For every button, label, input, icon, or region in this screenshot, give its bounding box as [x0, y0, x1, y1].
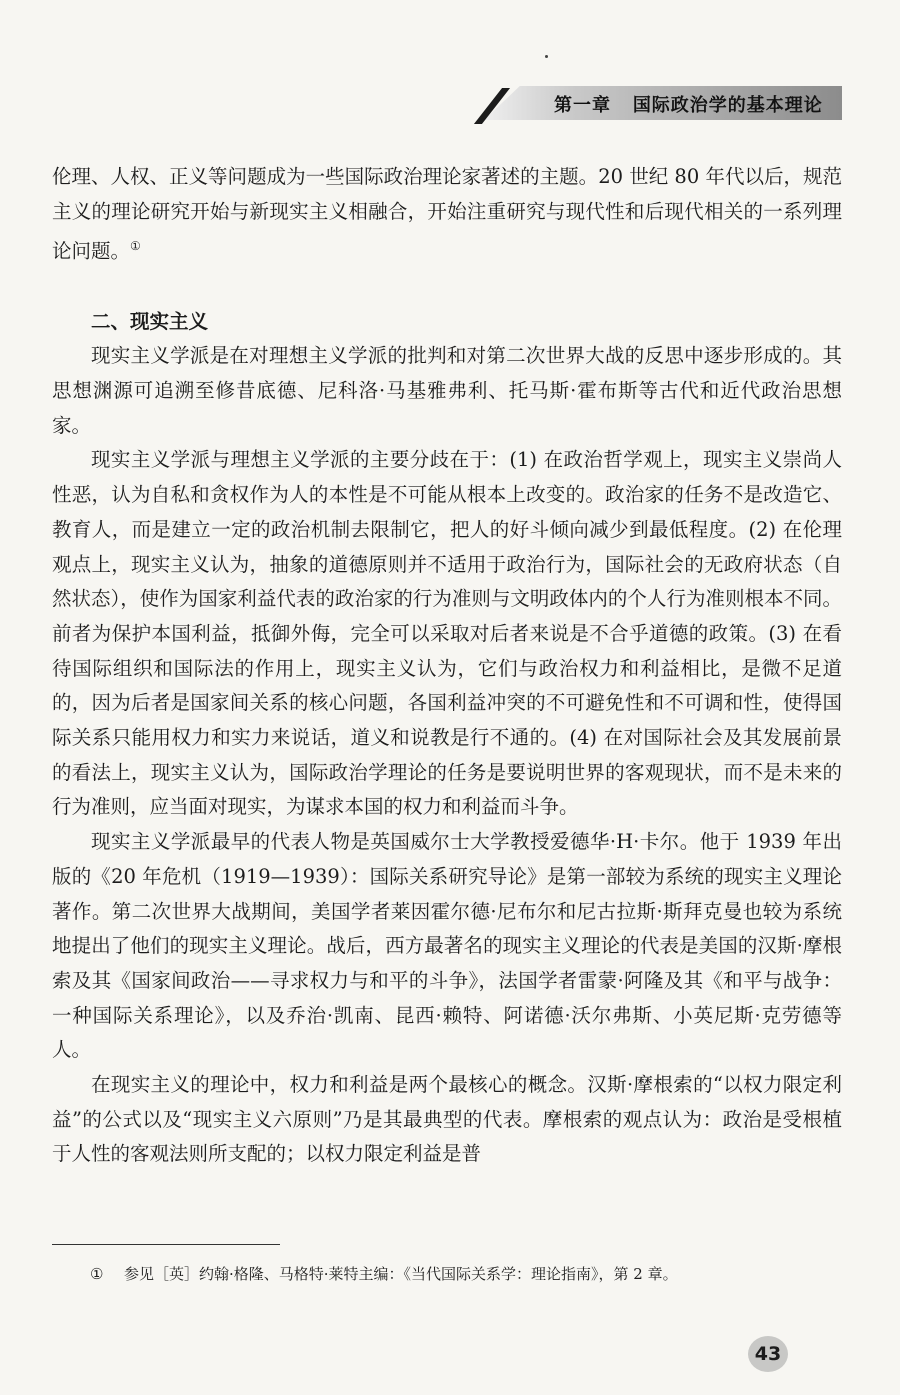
paragraph: 现实主义学派是在对理想主义学派的批判和对第二次世界大战的反思中逐步形成的。其思想渊源可追溯至修昔底德、尼科洛·马基雅弗利、托马斯·霍布斯等古代和近代政治思想家。 [52, 344, 842, 437]
speck [545, 55, 548, 58]
paragraph: 现实主义学派最早的代表人物是英国威尔士大学教授爱德华·H·卡尔。他于 1939 年出版的《20 年危机（1919—1939）：国际关系研究导论》是第一部较为系统的现实主义理论著作。第二次世界大战期间，美国学者莱因霍尔德·尼布尔和尼古拉斯·斯拜克曼也较为系统地提出了他们的现实主义理论。战后，西方最著名的现实主义理论的代表是美国的汉斯·摩根索及其《国家间政治——寻求权力与和平的斗争》，法国学者雷蒙·阿隆及其《和平与战争：一种国际关系理论》，以及乔治·凯南、昆西·赖特、阿诺德·沃尔弗斯、小英尼斯·克劳德等人。 [52, 830, 842, 1062]
section-heading: 二、现实主义 [91, 309, 209, 333]
footnote-mark: ① [90, 1265, 104, 1283]
page-number: 43 [748, 1336, 788, 1372]
paragraph: 在现实主义的理论中，权力和利益是两个最核心的概念。汉斯·摩根索的“以权力限定利益”的公式以及“现实主义六原则”乃是其最典型的代表。摩根索的观点认为：政治是受根植于人性的客观法则所支配的；以权力限定利益是普 [52, 1073, 842, 1166]
footnote [90, 1263, 830, 1284]
chapter-number: 第一章 [554, 95, 611, 116]
paragraph: 现实主义学派与理想主义学派的主要分歧在于：(1) 在政治哲学观上，现实主义崇尚人性恶，认为自私和贪权作为人的本性是不可能从根本上改变的。政治家的任务不是改造它、教育人，而是建立一定的政治机制去限制它，把人的好斗倾向减少到最低程度。(2) 在伦理观点上，现实主义认为，抽象的道德原则并不适用于政治行为，国际社会的无政府状态（自然状态），使作为国家利益代表的政治家的行为准则与文明政体内的个人行为准则根本不同。前者为保护本国利益，抵御外侮，完全可以采取对后者来说是不合乎道德的政策。(3) 在看待国际组织和国际法的作用上，现实主义认为，它们与政治权力和利益相比，是微不足道的，因为后者是国家间关系的核心问题，各国利益冲突的不可避免性和不可调和性，使得国际关系只能用权力和实力来说话，道义和说教是行不通的。(4) 在对国际社会及其发展前景的看法上，现实主义认为，国际政治学理论的任务是要说明世界的客观现状，而不是未来的行为准则，应当面对现实，为谋求本国的权力和利益而斗争。 [52, 448, 842, 819]
paragraph [52, 160, 842, 270]
running-header [484, 86, 842, 120]
header-text [554, 91, 823, 117]
footnote-reference: ① [130, 239, 141, 254]
chapter-title: 国际政治学的基本理论 [632, 95, 823, 116]
page-body [52, 160, 842, 1172]
footnote-divider [52, 1244, 280, 1245]
footnote-text: 参见［英］约翰·格隆、马格特·莱特主编：《当代国际关系学：理论指南》，第 2 章。 [124, 1265, 678, 1283]
paragraph-text: 伦理、人权、正义等问题成为一些国际政治理论家著述的主题。20 世纪 80 年代以后，规范主义的理论研究开始与新现实主义相融合，开始注重研究与现代性和后现代相关的一系列理论问题。 [52, 165, 842, 263]
